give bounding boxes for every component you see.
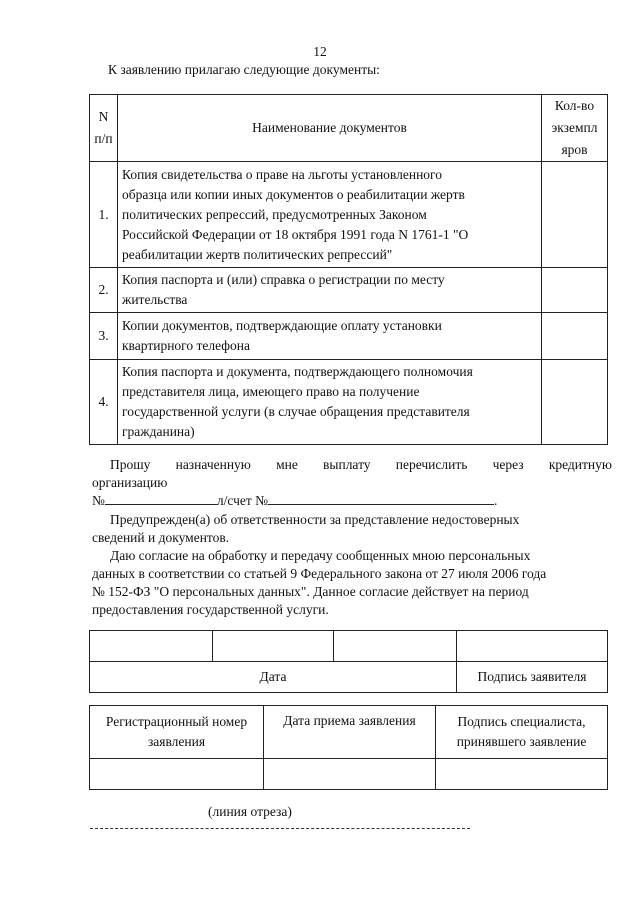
quantity-cell[interactable] [542, 268, 608, 313]
registration-table [89, 705, 608, 790]
documents-table [89, 94, 608, 445]
specialist-signature-header [436, 706, 608, 759]
document-name-line: Российской Федерации от 18 октября 1991 года N 1761-1 "О [122, 226, 469, 242]
table-row [90, 162, 608, 268]
row-number: 3. [90, 313, 118, 360]
registration-number-header [90, 706, 264, 759]
payment-request-line [92, 455, 612, 474]
document-name-line: Копия паспорта и (или) справка о регистрации по месту [122, 272, 445, 287]
document-name-cell [118, 313, 542, 360]
payment-word: Прошу [110, 457, 151, 472]
specialist-signature-header-line: Подпись специалиста, [457, 714, 586, 729]
quantity-cell[interactable] [542, 313, 608, 360]
payment-word: выплату [323, 457, 371, 472]
header-quantity-line: экземпл [551, 120, 598, 135]
document-name-cell [118, 360, 542, 445]
date-month-field[interactable] [213, 631, 334, 662]
header-document-name: Наименование документов [118, 95, 542, 162]
payment-word: мне [276, 457, 298, 472]
warning-line: сведений и документов. [92, 530, 230, 545]
payment-organization-label: организацию [92, 475, 168, 490]
header-number-line: п/п [94, 131, 113, 146]
quantity-cell[interactable] [542, 162, 608, 268]
header-number-line: N [98, 109, 109, 124]
cut-line-label: (линия отреза) [208, 804, 292, 819]
document-name-line: жительства [122, 292, 188, 307]
acceptance-date-field[interactable] [264, 759, 436, 790]
registration-header-row [90, 706, 608, 759]
acceptance-date-header [264, 706, 436, 759]
specialist-signature-header-line: принявшего заявление [456, 734, 587, 749]
document-name-line: Копия паспорта и документа, подтверждающего полномочия [122, 364, 473, 379]
header-quantity-line: Кол-во [554, 98, 595, 113]
document-name-line: квартирного телефона [122, 338, 250, 353]
date-fields-row [90, 631, 608, 662]
account-number-label: л/счет № [216, 493, 269, 508]
date-label: Дата [90, 662, 457, 693]
consent-line: предоставления государственной услуги. [92, 602, 329, 617]
document-name-line: государственной услуги (в случае обращения представителя [122, 404, 470, 419]
consent-line: Даю согласие на обработку и передачу сообщенных мною персональных [110, 548, 531, 563]
applicant-signature-table [89, 630, 608, 693]
date-day-field[interactable] [90, 631, 213, 662]
table-row [90, 268, 608, 313]
document-name-line: представителя лица, имеющего право на получение [122, 384, 420, 399]
quantity-cell[interactable] [542, 360, 608, 445]
payment-account-line [92, 491, 612, 510]
signature-labels-row [90, 662, 608, 693]
registration-number-field[interactable] [90, 759, 264, 790]
specialist-signature-field[interactable] [436, 759, 608, 790]
registration-input-row [90, 759, 608, 790]
warning-line: Предупрежден(а) об ответственности за представление недостоверных [110, 512, 520, 527]
consent-line: № 152-ФЗ "О персональных данных". Данное согласие действует на период [92, 584, 529, 599]
row-number: 2. [90, 268, 118, 313]
attachments-intro: К заявлению прилагаю следующие документы: [108, 62, 380, 77]
date-year-field[interactable] [334, 631, 457, 662]
table-row [90, 313, 608, 360]
bank-number-field[interactable] [105, 491, 217, 505]
payment-word: назначенную [175, 457, 251, 472]
header-quantity [542, 95, 608, 162]
header-quantity-line: яров [561, 142, 588, 157]
table-row [90, 360, 608, 445]
account-line-end: . [494, 493, 498, 508]
document-name-line: Копии документов, подтверждающие оплату установки [122, 318, 442, 333]
document-name-line: Копия свидетельства о праве на льготы установленного [122, 166, 443, 182]
consent-line: данных в соответствии со статьей 9 Федерального закона от 27 июля 2006 года [92, 566, 547, 581]
applicant-signature-label: Подпись заявителя [457, 662, 608, 693]
bank-number-label: № [92, 493, 105, 508]
row-number: 1. [90, 162, 118, 268]
payment-word: кредитную [548, 457, 612, 472]
account-number-field[interactable] [268, 491, 494, 505]
acceptance-date-header-line: Дата приема заявления [283, 713, 416, 728]
document-name-cell [118, 268, 542, 313]
registration-number-header-line: Регистрационный номер [105, 714, 248, 729]
payment-word: через [492, 457, 524, 472]
document-name-line: образца или копии иных документов о реабилитации жертв [122, 186, 465, 202]
document-name-line: политических репрессий, предусмотренных Законом [122, 206, 427, 222]
documents-table-header [90, 95, 608, 162]
row-number: 4. [90, 360, 118, 445]
payment-word: перечислить [395, 457, 468, 472]
cut-line [90, 828, 470, 829]
document-name-line: реабилитации жертв политических репрессий" [122, 246, 393, 262]
registration-number-header-line: заявления [147, 734, 206, 749]
page-number: 12 [313, 44, 327, 59]
header-number [90, 95, 118, 162]
applicant-signature-field[interactable] [457, 631, 608, 662]
document-name-cell [118, 162, 542, 268]
document-name-line: гражданина) [122, 424, 195, 439]
